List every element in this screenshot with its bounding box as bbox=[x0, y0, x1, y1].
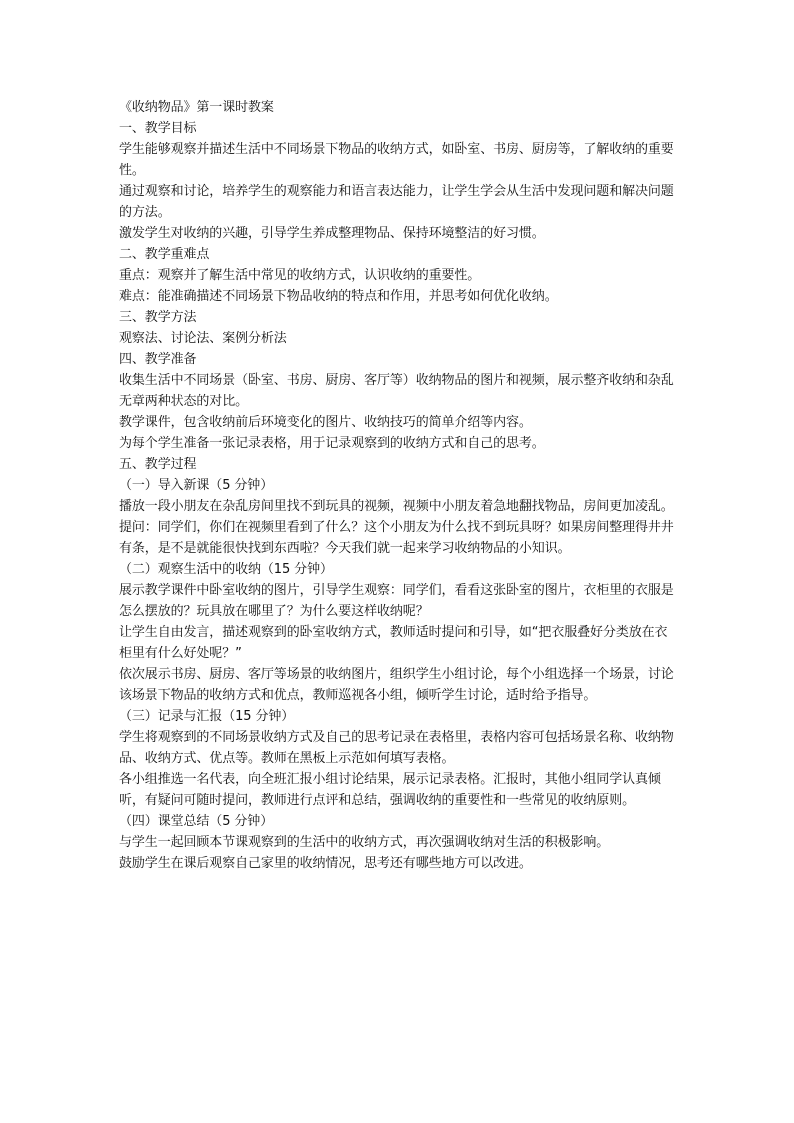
paragraph: 展示教学课件中卧室收纳的图片，引导学生观察：同学们，看看这张卧室的图片，衣柜里的衣服是怎么摆放的？玩具放在哪里了？为什么要这样收纳呢？ bbox=[119, 583, 674, 619]
lesson-plan-document bbox=[119, 97, 679, 874]
paragraph: 学生能够观察并描述生活中不同场景下物品的收纳方式，如卧室、书房、厨房等，了解收纳的重要性。 bbox=[119, 142, 674, 178]
paragraph: 激发学生对收纳的兴趣，引导学生养成整理物品、保持环境整洁的好习惯。 bbox=[119, 226, 545, 241]
paragraph: 与学生一起回顾本节课观察到的生活中的收纳方式，再次强调收纳对生活的积极影响。 bbox=[119, 835, 610, 850]
paragraph: 提问：同学们，你们在视频里看到了什么？这个小朋友为什么找不到玩具呀？如果房间整理得井井有条，是不是就能很快找到东西啦？今天我们就一起来学习收纳物品的小知识。 bbox=[119, 520, 674, 556]
subsection-heading-record: （三）记录与汇报（15 分钟） bbox=[119, 709, 295, 724]
subsection-heading-observe: （二）观察生活中的收纳（15 分钟） bbox=[119, 562, 333, 577]
paragraph: 依次展示书房、厨房、客厅等场景的收纳图片，组织学生小组讨论，每个小组选择一个场景，讨论该场景下物品的收纳方式和优点，教师巡视各小组，倾听学生讨论，适时给予指导。 bbox=[119, 667, 674, 703]
paragraph: 收集生活中不同场景（卧室、书房、厨房、客厅等）收纳物品的图片和视频，展示整齐收纳和杂乱无章两种状态的对比。 bbox=[119, 373, 674, 409]
paragraph: 学生将观察到的不同场景收纳方式及自己的思考记录在表格里，表格内容可包括场景名称、收纳物品、收纳方式、优点等。教师在黑板上示范如何填写表格。 bbox=[119, 730, 674, 766]
section-heading-preparation: 四、教学准备 bbox=[119, 352, 197, 367]
paragraph: 各小组推选一名代表，向全班汇报小组讨论结果，展示记录表格。汇报时，其他小组同学认真倾听，有疑问可随时提问，教师进行点评和总结，强调收纳的重要性和一些常见的收纳原则。 bbox=[119, 772, 661, 808]
paragraph: 重点：观察并了解生活中常见的收纳方式，认识收纳的重要性。 bbox=[119, 268, 481, 283]
section-heading-key-points: 二、教学重难点 bbox=[119, 247, 210, 262]
paragraph: 通过观察和讨论，培养学生的观察能力和语言表达能力，让学生学会从生活中发现问题和解决问题的方法。 bbox=[119, 184, 674, 220]
section-heading-objectives: 一、教学目标 bbox=[119, 121, 197, 136]
section-heading-methods: 三、教学方法 bbox=[119, 310, 197, 325]
document-title: 《收纳物品》第一课时教案 bbox=[119, 100, 274, 115]
paragraph: 为每个学生准备一张记录表格，用于记录观察到的收纳方式和自己的思考。 bbox=[119, 436, 545, 451]
paragraph: 观察法、讨论法、案例分析法 bbox=[119, 331, 287, 346]
paragraph: 教学课件，包含收纳前后环境变化的图片、收纳技巧的简单介绍等内容。 bbox=[119, 415, 532, 430]
subsection-heading-summary: （四）课堂总结（5 分钟） bbox=[119, 814, 274, 829]
paragraph: 让学生自由发言，描述观察到的卧室收纳方式，教师适时提问和引导，如“把衣服叠好分类放在衣柜里有什么好处呢？” bbox=[119, 625, 668, 661]
subsection-heading-intro: （一）导入新课（5 分钟） bbox=[119, 478, 274, 493]
paragraph: 播放一段小朋友在杂乱房间里找不到玩具的视频，视频中小朋友着急地翻找物品，房间更加凌乱。 bbox=[119, 499, 674, 514]
section-heading-process: 五、教学过程 bbox=[119, 457, 197, 472]
paragraph: 难点：能准确描述不同场景下物品收纳的特点和作用，并思考如何优化收纳。 bbox=[119, 289, 558, 304]
paragraph: 鼓励学生在课后观察自己家里的收纳情况，思考还有哪些地方可以改进。 bbox=[119, 856, 532, 871]
